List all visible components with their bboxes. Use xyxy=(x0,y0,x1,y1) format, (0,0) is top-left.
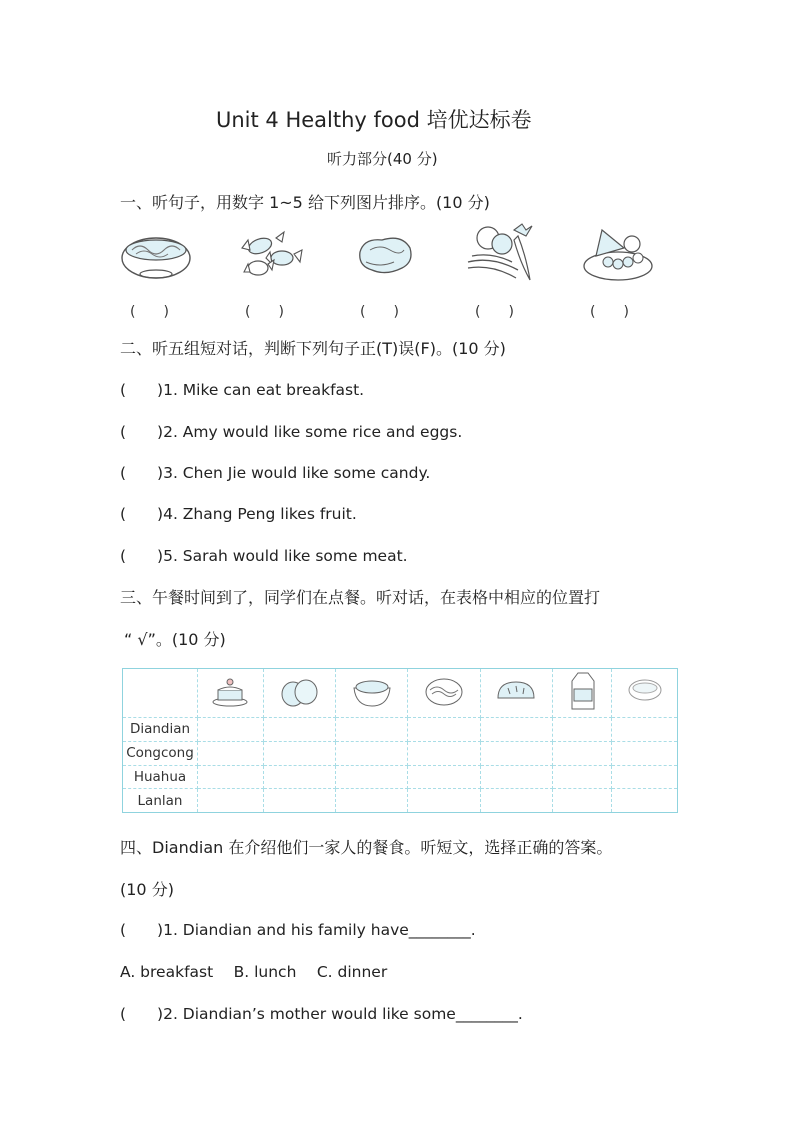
tf-question-4[interactable]: ( )4. Zhang Peng likes fruit. xyxy=(120,505,357,523)
tf-question-5[interactable]: ( )5. Sarah would like some meat. xyxy=(120,547,408,565)
section3-heading: 三、午餐时间到了，同学们在点餐。听对话，在表格中相应的位置打 xyxy=(120,588,601,607)
bread-icon xyxy=(480,669,552,718)
vegetables-icon xyxy=(462,222,540,284)
noodles-bowl-icon xyxy=(408,669,480,718)
section4-heading: 四、Diandian 在介绍他们一家人的餐食。听短文，选择正确的答案。 xyxy=(120,838,613,857)
fruit-icon xyxy=(580,226,656,284)
order-table xyxy=(122,668,678,813)
page-subtitle: 听力部分(40 分) xyxy=(327,150,438,168)
section4-heading-cont: (10 分) xyxy=(120,880,174,899)
choice-question-1[interactable]: ( )1. Diandian and his family have________. xyxy=(120,921,476,939)
rice-icon xyxy=(336,669,408,718)
section2-heading: 二、听五组短对话，判断下列句子正(T)误(F)。(10 分) xyxy=(120,339,506,358)
tf-question-3[interactable]: ( )3. Chen Jie would like some candy. xyxy=(120,464,431,482)
answer-blank[interactable]: ( ) xyxy=(590,304,629,320)
cake-icon xyxy=(198,669,264,718)
candy-icon xyxy=(236,228,306,284)
choice-options-1[interactable]: A. breakfast B. lunch C. dinner xyxy=(120,963,388,981)
answer-blank[interactable]: ( ) xyxy=(245,304,284,320)
soup-icon xyxy=(612,669,678,718)
section1-heading: 一、听句子，用数字 1~5 给下列图片排序。(10 分) xyxy=(120,193,490,212)
page-title: Unit 4 Healthy food 培优达标卷 xyxy=(216,108,532,132)
choice-question-2[interactable]: ( )2. Diandian’s mother would like some________. xyxy=(120,1005,523,1023)
answer-blank[interactable]: ( ) xyxy=(130,304,169,320)
milk-icon xyxy=(552,669,611,718)
table-corner xyxy=(123,669,198,718)
section3-heading-cont: “ √”。(10 分) xyxy=(124,630,226,649)
meat-icon xyxy=(352,232,418,280)
noodles-icon xyxy=(118,228,194,282)
answer-blank[interactable]: ( ) xyxy=(360,304,399,320)
row-name-lanlan: Lanlan xyxy=(123,789,198,813)
row-name-huahua: Huahua xyxy=(123,765,198,789)
answer-blank[interactable]: ( ) xyxy=(475,304,514,320)
tf-question-2[interactable]: ( )2. Amy would like some rice and eggs. xyxy=(120,423,463,441)
row-name-diandian: Diandian xyxy=(123,718,198,742)
eggs-icon xyxy=(263,669,335,718)
row-name-congcong: Congcong xyxy=(123,741,198,765)
tf-question-1[interactable]: ( )1. Mike can eat breakfast. xyxy=(120,381,365,399)
